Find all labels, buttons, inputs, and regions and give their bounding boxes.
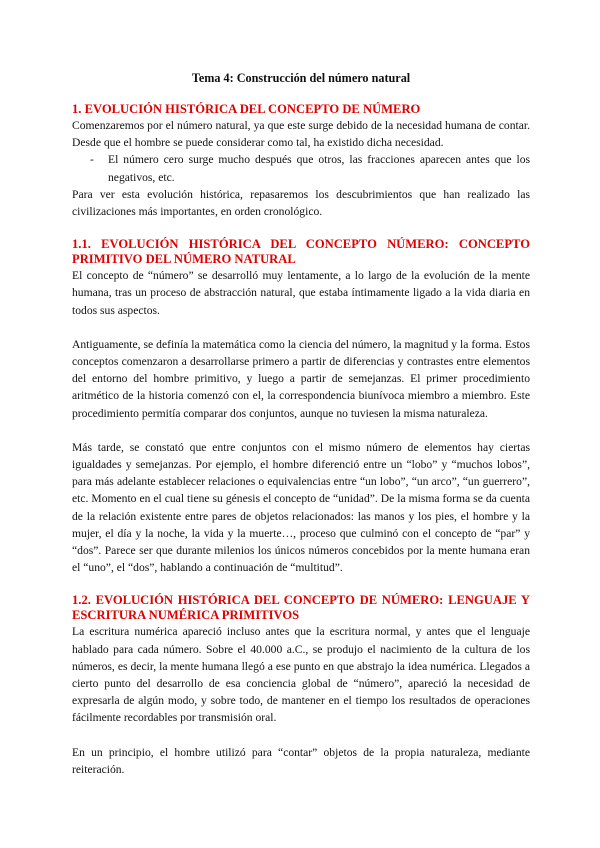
spacer — [72, 727, 530, 744]
section-1-2-paragraph-2: En un principio, el hombre utilizó para “contar” objetos de la propia naturaleza, mediante reiteración. — [72, 745, 530, 776]
section-1-1-paragraph-2: Antiguamente, se definía la matemática como la ciencia del número, la magnitud y la forma. Estos conceptos comenzaron a desarrollarse primero a partir de diferencias y contrastes entre elementos del entorno del hombre primitivo, y luego a partir de semejanzas. El primer procedimiento aritmético de la historia comenzó con el, la correspondencia biunívoca miembro a miembro. Este procedimiento permitía comparar dos conjuntos, aunque no tuviesen la misma naturaleza. — [72, 337, 530, 420]
list-item — [72, 151, 530, 185]
spacer — [72, 220, 530, 237]
section-1-closing: Para ver esta evolución histórica, repasaremos los descubrimientos que han realizado las civilizaciones más importantes, en orden cronológico. — [72, 187, 530, 219]
list-item-text: El número cero surge mucho después que otros, las fracciones aparecen antes que los negativos, etc. — [108, 153, 530, 184]
section-1 — [72, 102, 530, 220]
section-1-2-paragraph-1: La escritura numérica apareció incluso antes que la escritura normal, y antes que el lenguaje hablado para cada número. Sobre el 40.000 a.C., se produjo el nacimiento de la cultura de los números, es decir, la mente humana llegó a ese punto en que abstrajo la idea numérica. Llegados a cierto punto del desarrollo de esa conciencia global de “número”, apareció la necesidad de expresarla de algún modo, y sobre todo, de mantener en el tiempo los resultados de operaciones fácilmente recordables por transmisión oral. — [72, 625, 530, 725]
document-title: Tema 4: Construcción del número natural — [191, 71, 411, 85]
section-1-1-heading: 1.1. EVOLUCIÓN HISTÓRICA DEL CONCEPTO NÚMERO: CONCEPTO PRIMITIVO DEL NÚMERO NATURAL — [72, 237, 530, 267]
spacer — [72, 422, 530, 439]
spacer — [72, 319, 530, 336]
section-1-2 — [72, 593, 530, 778]
section-1-heading: 1. EVOLUCIÓN HISTÓRICA DEL CONCEPTO DE NÚMERO — [72, 102, 421, 116]
section-1-2-heading: 1.2. EVOLUCIÓN HISTÓRICA DEL CONCEPTO DE NÚMERO: LENGUAJE Y ESCRITURA NUMÉRICA PRIMITIVOS — [72, 593, 530, 623]
section-1-1 — [72, 237, 530, 576]
section-1-bullet-list — [72, 151, 530, 185]
section-1-1-paragraph-3: Más tarde, se constató que entre conjuntos con el mismo número de elementos hay ciertas igualdades y semejanzas. Por ejemplo, el hombre diferenció entre un “lobo” y “muchos lobos”, para más adelante establecer relaciones o equivalencias entre “un lobo”, “un arco”, “un guerrero”, etc. Momento en el cual tiene su génesis el concepto de “unidad”. De la misma forma se da cuenta de la relación existente entre pares de objetos relacionados: las manos y los pies, el hombre y la mujer, el día y la noche, la vida y la muerte…, proceso que culminó con el concepto de “par” y “dos”. Parece ser que durante milenios los únicos números concebidos por la mente humana eran el “uno”, el “dos”, hablando a continuación de “multitud”. — [72, 440, 530, 575]
section-1-intro: Comenzaremos por el número natural, ya que este surge debido de la necesidad humana de contar. Desde que el hombre se puede considerar como tal, ha existido dicha necesidad. — [72, 119, 530, 150]
spacer — [72, 576, 530, 593]
section-1-1-paragraph-1: El concepto de “número” se desarrolló muy lentamente, a lo largo de la evolución de la mente humana, tras un proceso de abstracción natural, que estaba íntimamente ligado a la vida diaria en todos sus aspectos. — [72, 269, 530, 317]
dash-bullet-icon: - — [90, 153, 94, 167]
